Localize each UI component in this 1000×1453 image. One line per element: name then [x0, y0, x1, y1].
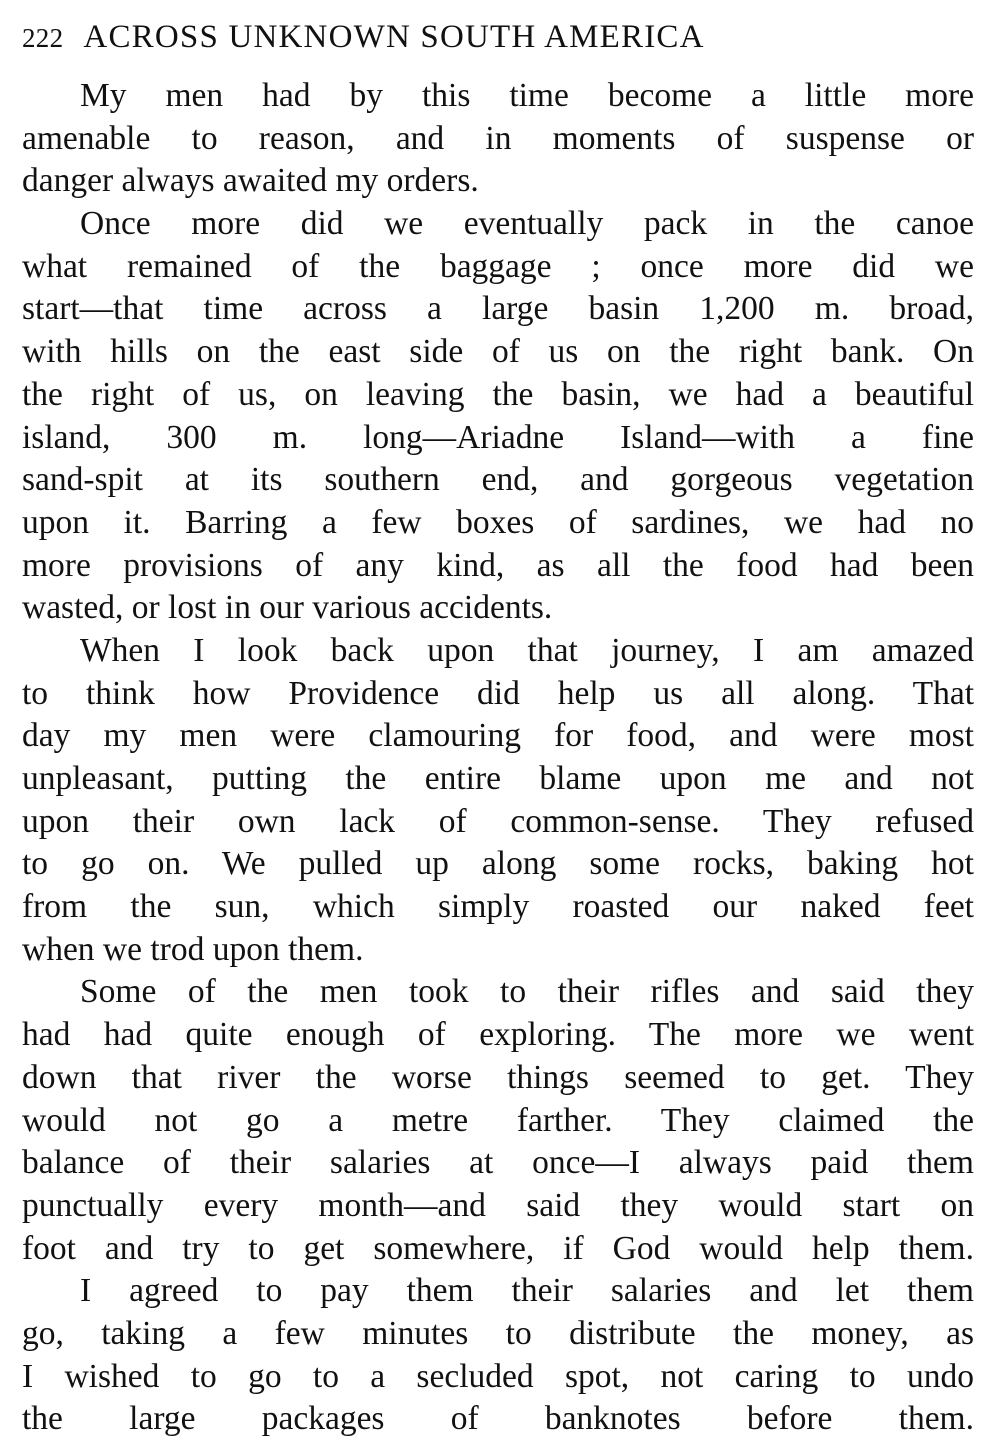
text-line: the large packages of banknotes before them. — [22, 1400, 974, 1438]
text-line: down that river the worse things seemed to get. They — [22, 1058, 974, 1096]
paragraph — [22, 1270, 974, 1441]
text-line: island, 300 m. long—Ariadne Island—with a fine — [22, 418, 974, 456]
text-line: more provisions of any kind, as all the food had been — [22, 546, 974, 584]
text-line: what remained of the baggage ; once more did we — [22, 247, 974, 285]
text-line: When I look back upon that journey, I am amazed — [80, 631, 974, 669]
text-line: upon it. Barring a few boxes of sardines, we had no — [22, 503, 974, 541]
text-line: to go on. We pulled up along some rocks, baking hot — [22, 845, 974, 883]
paragraph — [22, 203, 974, 630]
page-number: 222 — [22, 23, 64, 53]
body-text — [22, 75, 974, 1441]
text-line: I wished to go to a secluded spot, not caring to undo — [22, 1357, 974, 1395]
text-line: wasted, or lost in our various accidents. — [22, 589, 553, 627]
text-line: to think how Providence did help us all along. That — [22, 674, 974, 712]
text-line: when we trod upon them. — [22, 930, 364, 968]
text-line: upon their own lack of common-sense. They refused — [22, 802, 974, 840]
text-line: unpleasant, putting the entire blame upon me and not — [22, 760, 974, 797]
text-line: punctually every month—and said they would start on — [22, 1186, 974, 1224]
text-line: would not go a metre farther. They claimed the — [22, 1101, 974, 1139]
text-line: My men had by this time become a little more — [80, 77, 974, 114]
text-line: danger always awaited my orders. — [22, 162, 479, 200]
text-line: I agreed to pay them their salaries and let them — [80, 1272, 974, 1310]
text-line: the right of us, on leaving the basin, we had a beautiful — [22, 375, 974, 413]
paragraph — [22, 971, 974, 1270]
paragraph — [22, 630, 974, 972]
paragraph — [22, 75, 974, 203]
text-line: foot and try to get somewhere, if God would help them. — [22, 1229, 974, 1267]
text-line: balance of their salaries at once—I always paid them — [22, 1144, 974, 1182]
text-line: go, taking a few minutes to distribute the money, as — [22, 1314, 974, 1352]
running-title: ACROSS UNKNOWN SOUTH AMERICA — [83, 19, 705, 55]
text-line: day my men were clamouring for food, and were most — [22, 717, 974, 755]
text-line: sand-spit at its southern end, and gorgeous vegetation — [22, 461, 974, 499]
text-line: Some of the men took to their rifles and said they — [80, 973, 974, 1011]
text-line: start—that time across a large basin 1,200 m. broad, — [22, 290, 974, 328]
running-head — [22, 12, 982, 62]
text-line: had had quite enough of exploring. The more we went — [22, 1016, 974, 1054]
text-line: Once more did we eventually pack in the canoe — [80, 205, 974, 243]
text-line: amenable to reason, and in moments of suspense or — [22, 119, 974, 157]
text-line: from the sun, which simply roasted our naked feet — [22, 888, 974, 926]
text-line: with hills on the east side of us on the right bank. On — [22, 333, 974, 371]
